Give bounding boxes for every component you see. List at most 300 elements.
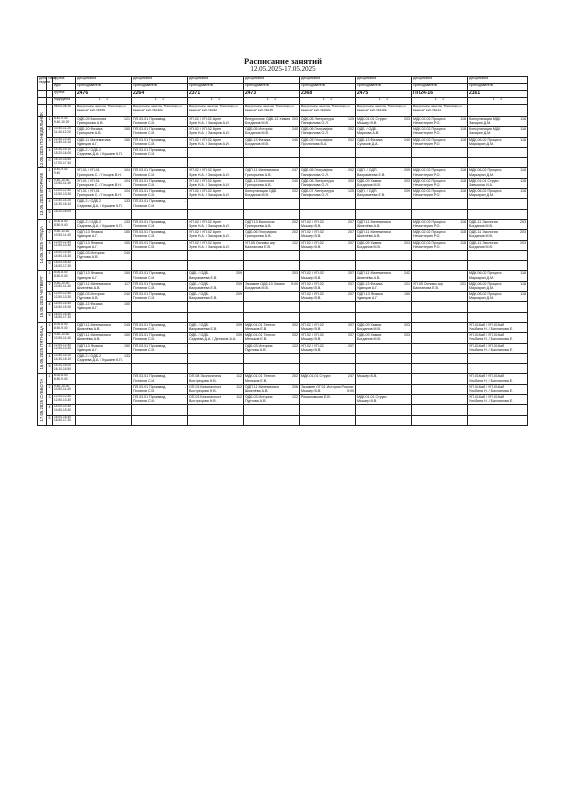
slot-row xyxy=(38,240,528,250)
lesson-cell xyxy=(468,281,528,291)
group-name: 2371 xyxy=(188,91,244,98)
teacher: Григорьев А.В. xyxy=(77,131,102,136)
pair-number: 2 xyxy=(47,230,53,240)
lesson-cell xyxy=(356,137,412,147)
group-name: 2264 xyxy=(132,91,188,98)
subject: ОДБ.13 Физика xyxy=(357,137,383,142)
teacher: Богданов М.В. xyxy=(469,234,493,239)
subject: УП.01Каб / УП.01Каб xyxy=(469,322,505,327)
teacher: Седнева Д.А. / Денисов А.А. xyxy=(189,337,237,342)
teacher-label: Преподаватель xyxy=(76,84,132,91)
subject: ОДБ.13 Физика xyxy=(357,281,383,286)
subject: ОДБ.03 История xyxy=(245,343,273,348)
lesson-cell xyxy=(188,271,244,281)
pair-number: 5 xyxy=(47,261,53,271)
lesson-cell xyxy=(244,343,300,353)
room: 150 xyxy=(124,302,130,307)
teacher: Шмелёва А.В. xyxy=(357,224,381,229)
lesson-cell xyxy=(300,405,356,415)
subject: ПП.03.01 Производ. xyxy=(133,240,167,245)
teacher: Мышер В.В. xyxy=(301,388,322,393)
lesson-cell xyxy=(188,147,244,157)
room: 203 xyxy=(292,271,298,276)
pair-number: 2 xyxy=(47,333,53,343)
lesson-cell xyxy=(76,281,132,291)
lesson-cell xyxy=(188,374,244,384)
room: 150 xyxy=(124,230,130,235)
room: 207 xyxy=(348,343,354,348)
lesson-cell xyxy=(356,209,412,219)
teacher: Панфилова О.Л. xyxy=(301,193,329,198)
room: - xyxy=(184,240,186,245)
lesson-cell xyxy=(76,353,132,363)
lesson-cell xyxy=(412,137,468,147)
subject: ПП.03.01 Производ. xyxy=(133,168,167,173)
lesson-cell xyxy=(188,189,244,199)
subject: ОДБ.03 История xyxy=(77,250,105,255)
subject: ОДП.13 Биология xyxy=(245,219,275,224)
teacher: Маркарян Д.М. xyxy=(469,275,494,280)
teacher: Зуев Н.А. / Захаров А.И. xyxy=(189,234,230,239)
lesson-cell xyxy=(356,353,412,363)
lesson-cell xyxy=(76,178,132,188)
room: - xyxy=(184,395,186,400)
room: 209 xyxy=(236,271,242,276)
room: 209 xyxy=(236,292,242,297)
pair-number: 2 xyxy=(47,281,53,291)
room: 9:00 xyxy=(347,388,354,393)
subject: ОДБ.05 История xyxy=(245,127,273,132)
teacher: Ульбина Н. / Бахланова Е. xyxy=(469,347,514,352)
room: 203 xyxy=(404,322,410,327)
pair-time: 13.40-14.20 14.30-15.10 xyxy=(53,353,76,363)
subject: УП.02 / УП.02 Арен xyxy=(189,240,222,245)
slot-row xyxy=(38,189,528,199)
room: - xyxy=(184,322,186,327)
pair-time: 12.00-12.40 12.50-13.30 xyxy=(53,189,76,199)
room: 118 xyxy=(520,137,526,142)
lesson-cell xyxy=(412,312,468,322)
teacher: Потапов С.И. xyxy=(133,131,156,136)
room: 203 xyxy=(520,230,526,235)
subject: УП.02 / УП.02 xyxy=(301,343,324,348)
lesson-cell xyxy=(132,158,188,168)
slot-row xyxy=(38,405,528,415)
subject: ПП.03.01 Производ. xyxy=(133,281,167,286)
lesson-cell xyxy=(76,158,132,168)
subject: ОДП.11 Математика xyxy=(245,168,279,173)
lesson-cell xyxy=(188,127,244,137)
slot-row xyxy=(38,117,528,127)
teacher: Мышер В.В. xyxy=(301,285,322,290)
lesson-cell xyxy=(412,374,468,384)
lesson-cell xyxy=(244,250,300,260)
pair-time: 12.00-12.40 12.50-13.30 xyxy=(53,240,76,250)
pair-number: 3 xyxy=(47,137,53,147)
lesson-cell xyxy=(76,117,132,127)
subject: МДК.02.02 Процесс xyxy=(413,230,446,235)
day-name: 12.05.2025 ПОНЕДЕЛЬНИК xyxy=(38,117,47,168)
room: 203 xyxy=(520,219,526,224)
pair-number: 5 xyxy=(47,415,53,425)
pair-number: 2 xyxy=(47,127,53,137)
lesson-cell xyxy=(468,384,528,394)
lesson-cell xyxy=(132,364,188,374)
lesson-cell xyxy=(356,281,412,291)
lesson-cell xyxy=(412,405,468,415)
room: 207 xyxy=(348,240,354,245)
subject: ОДБ. / ОДБ. xyxy=(189,292,210,297)
lesson-cell xyxy=(244,364,300,374)
slot-row xyxy=(38,127,528,137)
teacher: Зуев Н.А. / Захаров А.И. xyxy=(189,131,230,136)
room: - xyxy=(184,117,186,121)
lesson-cell xyxy=(412,333,468,343)
talks-cell: Внеурочное занятие "Разговоры о важном" каб. №125 xyxy=(244,105,300,117)
lesson-cell xyxy=(132,312,188,322)
room: - xyxy=(184,333,186,338)
lesson-cell xyxy=(412,271,468,281)
teacher: Пуртова А.В. xyxy=(77,254,99,259)
subject: ОДБ.06 Литература xyxy=(301,178,334,183)
lesson-cell xyxy=(244,271,300,281)
room: 9:00 xyxy=(291,281,298,286)
room: 112 xyxy=(236,395,242,400)
subject: ОДБ.05 География xyxy=(301,137,333,142)
room: 150 xyxy=(124,240,130,245)
lesson-cell xyxy=(244,281,300,291)
subject: УП.02 / УП.02 Арен xyxy=(189,127,222,132)
lesson-cell xyxy=(132,219,188,229)
subject: ОДП.11 Математика xyxy=(357,271,391,276)
subject: УП.02 / УП.02 Арен xyxy=(189,117,222,121)
subject: ОДБ.2 / ОДБ.2 xyxy=(77,199,102,204)
lesson-cell xyxy=(244,168,300,178)
subject: ОДБ.11 Экология xyxy=(469,240,498,245)
col-header: Дисциплина xyxy=(188,77,244,84)
teacher: Панфилова О.Л. xyxy=(301,172,329,177)
group-header: группа xyxy=(53,77,76,84)
teacher: Богданов М.В. xyxy=(469,224,493,229)
lesson-cell xyxy=(188,219,244,229)
teacher: Маркарян Д.М. xyxy=(469,193,494,198)
lesson-cell xyxy=(300,230,356,240)
subject: ОДБ.11 Математика xyxy=(77,137,111,142)
teacher: Удвецов А.Г. xyxy=(77,275,98,280)
room: - xyxy=(184,137,186,142)
slot-row xyxy=(38,415,528,425)
teacher: Удвецов А.Г. xyxy=(357,296,378,301)
lesson-cell xyxy=(356,343,412,353)
teacher: Ульбина Н. / Бахланова Е. xyxy=(469,378,514,383)
lesson-cell xyxy=(132,271,188,281)
teacher: Вахрамеева Е.В. xyxy=(189,285,218,290)
room: 203 xyxy=(404,117,410,121)
room: 150 xyxy=(124,333,130,338)
lesson-cell xyxy=(132,374,188,384)
subject: ОДБ.06 Литература xyxy=(301,117,334,121)
teacher: Мышер В.В. xyxy=(357,121,378,126)
teacher: Пуртова А.В. xyxy=(245,347,267,352)
lesson-cell xyxy=(468,117,528,127)
lesson-cell xyxy=(300,333,356,343)
day-name: 13.05.2025 ВТОРНИК xyxy=(38,168,47,219)
lesson-cell xyxy=(468,415,528,425)
pair-time: 16.00-16.40 16.50-17.30 xyxy=(53,415,76,425)
slot-row xyxy=(38,353,528,363)
lesson-cell xyxy=(412,230,468,240)
lesson-cell xyxy=(76,261,132,271)
group-name: 2368 xyxy=(300,91,356,98)
lesson-cell xyxy=(76,333,132,343)
pair-time: 8.40-9.30 9.40-10.20 xyxy=(53,117,76,127)
pair-time: 9.50-10.40 10.50-11.40 xyxy=(53,333,76,343)
room: 118 xyxy=(460,137,466,142)
col-header: Дисциплина xyxy=(244,77,300,84)
subject: УП.02 / УП.02 Арен xyxy=(189,189,222,194)
teacher: Потапов С.И. xyxy=(133,193,156,198)
teacher: Нечинтерин Р.О. xyxy=(413,224,441,229)
lesson-cell xyxy=(412,343,468,353)
lesson-cell xyxy=(76,405,132,415)
lesson-cell xyxy=(300,240,356,250)
room: 202 xyxy=(292,322,298,327)
room: 202 xyxy=(348,137,354,142)
subject: ОДП. / ОДП. xyxy=(357,168,378,173)
pair-time: 15.20-16.00 16.10-16.50 xyxy=(53,364,76,374)
col-header: Дисциплина xyxy=(412,77,468,84)
subgroup-numbers: 1 2 xyxy=(468,98,528,105)
lesson-cell xyxy=(356,415,412,425)
teacher: Потапов С.И. xyxy=(133,347,156,352)
pair-number: 3 xyxy=(47,395,53,405)
lesson-cell xyxy=(188,158,244,168)
subgroup-numbers: 1 2 xyxy=(300,98,356,105)
subject: ПП.03.01 Производ. xyxy=(133,137,167,142)
subject: УП.02 / УП.02 Арен xyxy=(189,230,222,235)
subgroup-numbers: 1 2 xyxy=(132,98,188,105)
subject: МДК.02.02 Процесс xyxy=(413,127,446,132)
subject: МДК.01.01 Структ. xyxy=(357,117,388,121)
teacher: Вахрамеева Е.В. xyxy=(189,296,218,301)
lesson-cell xyxy=(356,302,412,312)
subject: Внеурочное ОДБ.13 Химия xyxy=(245,117,291,121)
col-header: Дисциплина xyxy=(468,77,528,84)
pair-time: 9.50-10.40 10.50-11.40 xyxy=(53,384,76,394)
lesson-cell xyxy=(468,322,528,332)
lesson-cell xyxy=(132,405,188,415)
lesson-cell xyxy=(356,261,412,271)
subject: ОДБ.13 Физика xyxy=(245,137,271,142)
slot-row xyxy=(38,395,528,405)
teacher: Григорьева А.В. xyxy=(245,234,272,239)
teacher: Нечинтерин Р.О. xyxy=(413,234,441,239)
lesson-cell xyxy=(356,147,412,157)
subject: МДК.02.02 Процесс xyxy=(413,137,446,142)
lesson-cell xyxy=(356,168,412,178)
teacher: Мышер В.В. xyxy=(301,224,322,229)
lesson-cell xyxy=(356,405,412,415)
teacher: Потапов С.И. xyxy=(133,203,156,208)
teacher: МДК.01.01 Структ. xyxy=(301,374,332,379)
subgroup-numbers: 1 2 xyxy=(188,98,244,105)
lesson-cell xyxy=(356,219,412,229)
subject: ОДБ. / ОДБ. xyxy=(357,127,378,132)
lesson-cell xyxy=(412,292,468,302)
lesson-cell xyxy=(76,343,132,353)
lesson-cell xyxy=(468,219,528,229)
pair-time: 9.50-10.40 10.50-11.40 xyxy=(53,230,76,240)
lesson-cell xyxy=(244,127,300,137)
subject: УП.02 / УП.02 xyxy=(301,333,324,338)
pair-time: 9.50-10.40 10.50-11.40 xyxy=(53,281,76,291)
room: 118 xyxy=(520,117,526,121)
lesson-cell xyxy=(412,178,468,188)
room: 133 xyxy=(124,219,130,224)
lesson-cell xyxy=(412,322,468,332)
lesson-cell xyxy=(132,322,188,332)
lesson-cell xyxy=(76,271,132,281)
subject: УП.02 / УП.02 Арен xyxy=(189,137,222,142)
room: 121 xyxy=(404,281,410,286)
subject: ОДБ.03 История xyxy=(245,395,273,400)
subject: МДК.02.02 Процесс xyxy=(413,178,446,183)
teacher: Шмелёва А.В. xyxy=(77,327,101,332)
teacher: Нечинтерин Р.О. xyxy=(413,193,441,198)
subject: ПП.03.01 Производ. xyxy=(133,322,167,327)
teacher: Маркарян Д.М. xyxy=(469,172,494,177)
room: 240 xyxy=(124,250,130,255)
lesson-cell xyxy=(300,127,356,137)
teacher: Зуев Н.А. / Захаров А.И. xyxy=(189,182,230,187)
lesson-cell xyxy=(244,353,300,363)
lesson-cell xyxy=(300,199,356,209)
lesson-cell xyxy=(244,302,300,312)
teacher-label: Преподаватель xyxy=(188,84,244,91)
lesson-cell xyxy=(412,168,468,178)
room: 118 xyxy=(460,189,466,194)
lesson-cell xyxy=(244,384,300,394)
subject: ОДП.11 Математика xyxy=(245,384,279,389)
subject: УП.01 / УП.01 xyxy=(77,189,100,194)
lesson-cell xyxy=(356,158,412,168)
teacher: Ульбина Н. / Бахланова Е. xyxy=(469,337,514,342)
lesson-cell xyxy=(412,353,468,363)
room: 203 xyxy=(404,240,410,245)
teacher: Шмелёва А.В. xyxy=(357,275,381,280)
subject: ПП.03.01 Производ. xyxy=(133,127,167,132)
lesson-cell xyxy=(468,147,528,157)
lesson-cell xyxy=(76,374,132,384)
subject: УП.01Каб / УП.01Каб xyxy=(469,395,505,400)
day-name: 16.05.2025 ПЯТНИЦА xyxy=(38,322,47,373)
room: 206 xyxy=(292,384,298,389)
slot-row xyxy=(38,343,528,353)
subject: УП.02 / УП.02 Арен xyxy=(189,178,222,183)
lesson-cell xyxy=(132,117,188,127)
teacher: Богданов М.В. xyxy=(245,141,269,146)
subgroup-numbers: 1 2 xyxy=(76,98,132,105)
slot-row xyxy=(38,292,528,302)
pair-time: 14.00-14.40 14.50-15.30 xyxy=(53,302,76,312)
lesson-cell xyxy=(412,395,468,405)
lesson-cell xyxy=(76,312,132,322)
room: 240 xyxy=(404,137,410,142)
subject: УП.02 / УП.02 xyxy=(301,281,324,286)
subject: ОДП.13 Физика xyxy=(77,271,103,276)
room: - xyxy=(184,374,186,379)
subject: ОДП.11 Математика xyxy=(357,230,391,235)
teacher: Шмелёва А.В. xyxy=(245,388,269,393)
lesson-cell xyxy=(76,240,132,250)
teacher: Потапов С.И. xyxy=(133,182,156,187)
teacher: Зуев Н.А. / Захаров А.И. xyxy=(189,244,230,249)
teacher: Ульбина Н. / Бахланова Е. xyxy=(469,388,514,393)
subject: МДК.01.01 Технол. xyxy=(245,322,277,327)
lesson-cell xyxy=(468,333,528,343)
lesson-cell xyxy=(468,230,528,240)
subject: ОДП.13 Физика xyxy=(357,292,383,297)
teacher: Григорьева А.В. xyxy=(245,182,272,187)
subject: ОДБ.09 Химия xyxy=(357,333,382,338)
lesson-cell xyxy=(468,240,528,250)
teacher: Вахрамеева Е.В. xyxy=(357,172,386,177)
subject: ОДБ.09 Биология xyxy=(77,117,107,121)
subject: ОДП.13 Физика xyxy=(77,230,103,235)
lesson-cell xyxy=(412,127,468,137)
lesson-cell xyxy=(412,384,468,394)
room: 150 xyxy=(124,343,130,348)
teacher: Зуев Н.А. / Захаров А.И. xyxy=(189,172,230,177)
room: 247 xyxy=(292,168,298,173)
subject: ОП.03 Безопасност xyxy=(189,384,222,389)
slot-row xyxy=(38,178,528,188)
teacher: Маркарян Д.М. xyxy=(469,141,494,146)
teacher-label: Преподаватель xyxy=(412,84,468,91)
room: 150 xyxy=(124,137,130,142)
pair-number: 4 xyxy=(47,405,53,415)
subject: МДК.01.01 Технол. xyxy=(245,374,277,379)
lesson-cell xyxy=(132,261,188,271)
room: 209 xyxy=(404,168,410,173)
subject: МДК.02.02 Процесс xyxy=(413,240,446,245)
lesson-cell xyxy=(76,209,132,219)
subject: УП.01Каб / УП.01Каб xyxy=(469,343,505,348)
teacher: Панфилова О.Л. xyxy=(301,131,329,136)
teacher: Вострецова Н.В. xyxy=(189,388,217,393)
pair-number: 5 xyxy=(47,364,53,374)
room: 118 xyxy=(520,271,526,276)
room: 117 xyxy=(124,281,130,286)
talks-row xyxy=(38,105,528,117)
lesson-cell xyxy=(356,117,412,127)
room: 118 xyxy=(520,292,526,297)
subject: ПП.03.01 Производ. xyxy=(133,147,167,152)
room: 202 xyxy=(292,333,298,338)
teacher: Мышер В.В. xyxy=(301,337,322,342)
pair-time: 9.50-10.40 10.50-11.40 xyxy=(53,178,76,188)
pair-number: 1 xyxy=(47,117,53,127)
room: - xyxy=(184,147,186,152)
lesson-cell xyxy=(356,189,412,199)
teacher: Вострецова Н.В. xyxy=(189,378,217,383)
subgroup-numbers: 1 2 xyxy=(244,98,300,105)
lesson-cell xyxy=(412,209,468,219)
lesson-cell xyxy=(188,322,244,332)
subject: ОДП.11 Математика xyxy=(77,333,111,338)
lesson-cell xyxy=(76,219,132,229)
room: 202 xyxy=(292,374,298,379)
